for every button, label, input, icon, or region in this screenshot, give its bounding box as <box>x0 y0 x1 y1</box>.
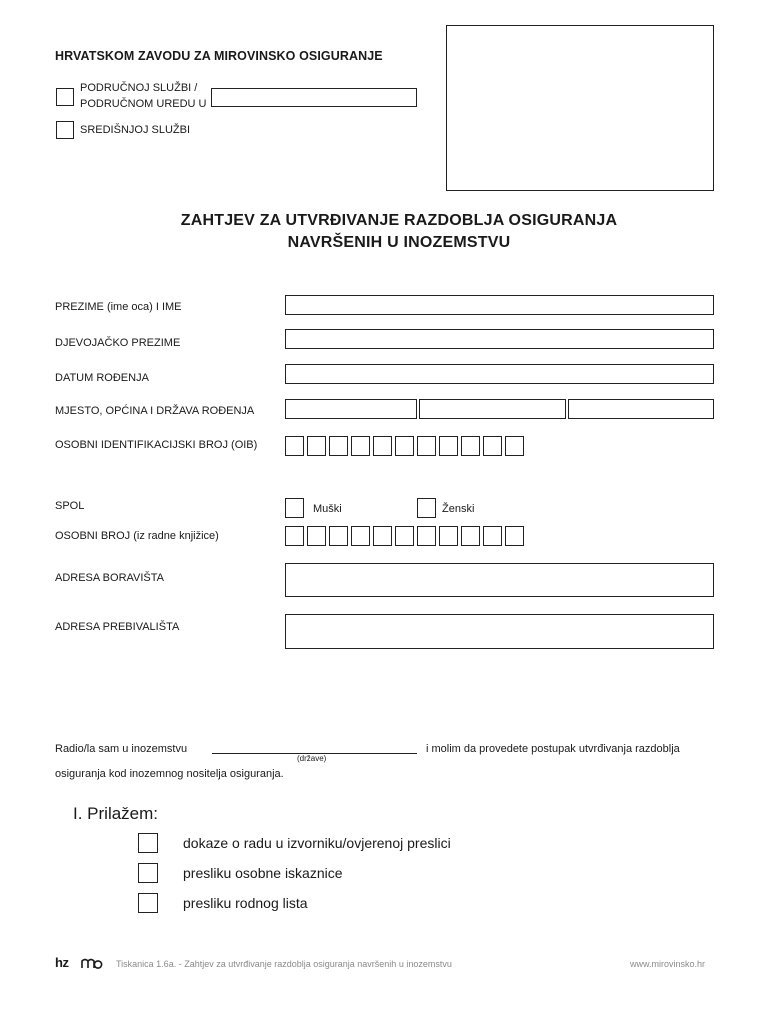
oib-digit-box[interactable] <box>439 436 458 456</box>
birth-date-label: DATUM ROĐENJA <box>55 372 149 384</box>
sex-female-checkbox[interactable] <box>417 498 436 518</box>
sex-female-label: Ženski <box>442 503 475 515</box>
attachment-id-card-label: presliku osobne iskaznice <box>183 865 343 881</box>
personal-number-digit-box[interactable] <box>461 526 480 546</box>
attachment-work-proof-checkbox[interactable] <box>138 833 158 853</box>
regional-office-checkbox[interactable] <box>56 88 74 106</box>
personal-number-label: OSOBNI BROJ (iz radne knjižice) <box>55 530 219 542</box>
oib-digit-box[interactable] <box>329 436 348 456</box>
oib-digit-box[interactable] <box>307 436 326 456</box>
footer-website[interactable]: www.mirovinsko.hr <box>630 959 706 969</box>
oib-digit-box[interactable] <box>461 436 480 456</box>
statement-part2: i molim da provedete postupak utvrđivanja razdoblja <box>426 743 680 755</box>
residence-address-input[interactable] <box>285 563 714 597</box>
hzmo-logo <box>55 955 103 971</box>
oib-digit-box[interactable] <box>483 436 502 456</box>
attachment-id-card-checkbox[interactable] <box>138 863 158 883</box>
sex-male-label: Muški <box>313 503 342 515</box>
personal-number-digit-box[interactable] <box>373 526 392 546</box>
surname-name-label: PREZIME (ime oca) I IME <box>55 301 182 313</box>
addressee-heading: HRVATSKOM ZAVODU ZA MIROVINSKO OSIGURANJE <box>55 49 383 63</box>
personal-number-digit-box[interactable] <box>351 526 370 546</box>
personal-number-digit-box[interactable] <box>505 526 524 546</box>
regional-office-label-line1: PODRUČNOJ SLUŽBI / <box>80 82 198 94</box>
countries-hint: (države) <box>297 754 327 763</box>
surname-name-input[interactable] <box>285 295 714 315</box>
maiden-name-label: DJEVOJAČKO PREZIME <box>55 337 181 349</box>
oib-digit-box[interactable] <box>351 436 370 456</box>
statement-part3: osiguranja kod inozemnog nositelja osiguranja. <box>55 768 284 780</box>
regional-office-label-line2: PODRUČNOM UREDU U <box>80 98 207 110</box>
birth-place-label: MJESTO, OPĆINA I DRŽAVA ROĐENJA <box>55 405 255 417</box>
statement-part1: Radio/la sam u inozemstvu <box>55 743 188 755</box>
birth-municipality-input[interactable] <box>419 399 566 419</box>
form-title-line1: ZAHTJEV ZA UTVRĐIVANJE RAZDOBLJA OSIGURANJA <box>180 212 618 229</box>
birth-country-input[interactable] <box>568 399 714 419</box>
oib-digit-box[interactable] <box>285 436 304 456</box>
oib-digit-box[interactable] <box>417 436 436 456</box>
personal-number-digit-box[interactable] <box>439 526 458 546</box>
personal-number-digit-box[interactable] <box>285 526 304 546</box>
oib-label: OSOBNI IDENTIFIKACIJSKI BROJ (OIB) <box>55 439 258 451</box>
personal-number-digit-box[interactable] <box>307 526 326 546</box>
birth-date-input[interactable] <box>285 364 714 384</box>
oib-digit-box[interactable] <box>395 436 414 456</box>
residence-address-label: ADRESA BORAVIŠTA <box>55 572 165 584</box>
central-office-checkbox[interactable] <box>56 121 74 139</box>
attachment-birth-certificate-label: presliku rodnog lista <box>183 895 308 911</box>
personal-number-digit-box[interactable] <box>417 526 436 546</box>
personal-number-digit-box[interactable] <box>483 526 502 546</box>
form-title-line2: NAVRŠENIH U INOZEMSTVU <box>287 234 511 251</box>
personal-number-digit-box[interactable] <box>329 526 348 546</box>
sex-label: SPOL <box>55 500 85 512</box>
sex-male-checkbox[interactable] <box>285 498 304 518</box>
attachments-heading: I. Prilažem: <box>73 804 159 823</box>
attachment-birth-certificate-checkbox[interactable] <box>138 893 158 913</box>
hzmo-logo-letters: hz <box>55 955 69 970</box>
maiden-name-input[interactable] <box>285 329 714 349</box>
permanent-address-label: ADRESA PREBIVALIŠTA <box>55 621 180 633</box>
permanent-address-input[interactable] <box>285 614 714 649</box>
regional-office-input[interactable] <box>211 88 417 107</box>
footer-form-name: Tiskanica 1.6a. - Zahtjev za utvrđivanje razdoblja osiguranja navršenih u inozemstvu <box>116 959 452 969</box>
stamp-box <box>446 25 714 191</box>
attachment-work-proof-label: dokaze o radu u izvorniku/ovjerenoj preslici <box>183 835 451 851</box>
personal-number-digit-box[interactable] <box>395 526 414 546</box>
birth-place-input[interactable] <box>285 399 417 419</box>
oib-digit-box[interactable] <box>505 436 524 456</box>
central-office-label: SREDIŠNJOJ SLUŽBI <box>80 124 191 136</box>
oib-digit-box[interactable] <box>373 436 392 456</box>
